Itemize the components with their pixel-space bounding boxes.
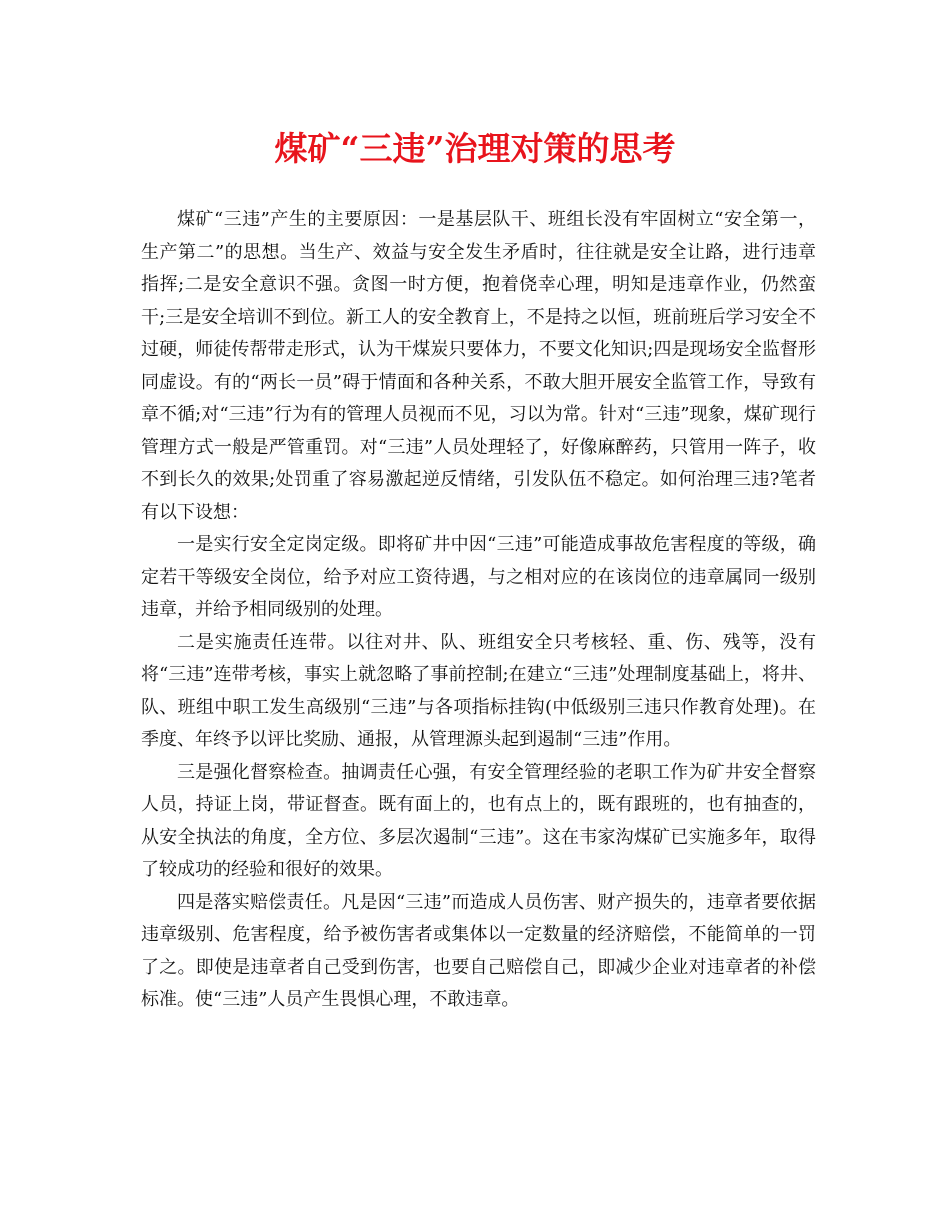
document-body <box>141 204 816 1017</box>
paragraph-measure-four: 四是落实赔偿责任。凡是因“三违”而造成人员伤害、财产损失的，违章者要依据违章级别、危害程度，给予被伤害者或集体以一定数量的经济赔偿，不能简单的一罚了之。即使是违章者自己受到伤害，也要自己赔偿自己，即减少企业对违章者的补偿标准。使“三违”人员产生畏惧心理，不敢违章。 <box>141 891 816 1010</box>
paragraph-measure-one: 一是实行安全定岗定级。即将矿井中因“三违”可能造成事故危害程度的等级，确定若干等级安全岗位，给予对应工资待遇，与之相对应的在该岗位的违章属同一级别违章，并给予相同级别的处理。 <box>141 534 816 620</box>
document-title: 煤矿“三违”治理对策的思考 <box>274 129 676 168</box>
paragraph-measure-two: 二是实施责任连带。以往对井、队、班组安全只考核轻、重、伤、残等，没有将“三违”连带考核，事实上就忽略了事前控制;在建立“三违”处理制度基础上，将井、队、班组中职工发生高级别“三违”与各项指标挂钩(中低级别三违只作教育处理)。在季度、年终予以评比奖励、通报，从管理源头起到遏制“三违”作用。 <box>141 631 816 750</box>
paragraph-causes: 煤矿“三违”产生的主要原因：一是基层队干、班组长没有牢固树立“安全第一，生产第二”的思想。当生产、效益与安全发生矛盾时，往往就是安全让路，进行违章指挥;二是安全意识不强。贪图一时方便，抱着侥幸心理，明知是违章作业，仍然蛮干;三是安全培训不到位。新工人的安全教育上，不是持之以恒，班前班后学习安全不过硬，师徒传帮带走形式，认为干煤炭只要体力，不要文化知识;四是现场安全监督形同虚设。有的“两长一员”碍于情面和各种关系，不敢大胆开展安全监管工作，导致有章不循;对“三违”行为有的管理人员视而不见，习以为常。针对“三违”现象，煤矿现行管理方式一般是严管重罚。对“三违”人员处理轻了，好像麻醉药，只管用一阵子，收不到长久的效果;处罚重了容易激起逆反情绪，引发队伍不稳定。如何治理三违?笔者有以下设想： <box>141 209 816 523</box>
paragraph-measure-three: 三是强化督察检查。抽调责任心强，有安全管理经验的老职工作为矿井安全督察人员，持证上岗，带证督查。既有面上的，也有点上的，既有跟班的，也有抽查的，从安全执法的角度，全方位、多层次遏制“三违”。这在韦家沟煤矿已实施多年，取得了较成功的经验和很好的效果。 <box>141 761 816 880</box>
